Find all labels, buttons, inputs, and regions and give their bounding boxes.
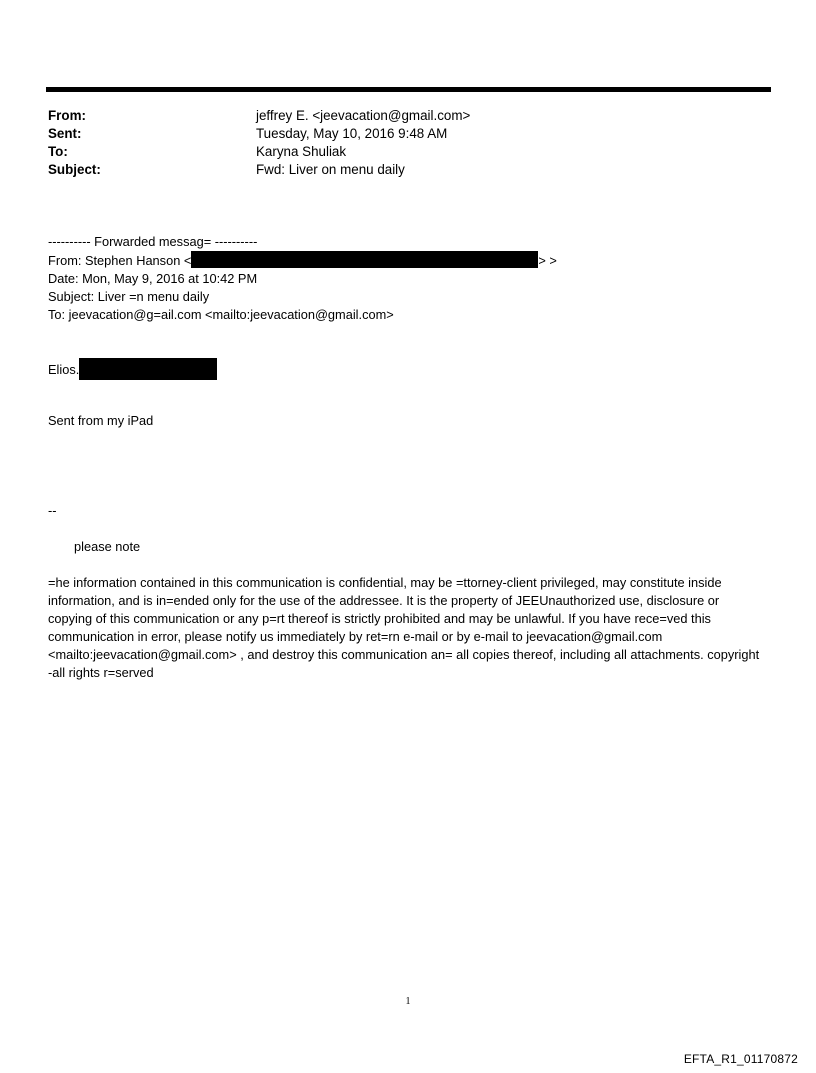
redaction-box-name bbox=[79, 358, 217, 380]
from-value: jeffrey E. <jeevacation@gmail.com> bbox=[256, 108, 471, 123]
to-row bbox=[48, 143, 748, 161]
sent-label: Sent: bbox=[48, 126, 82, 141]
forwarded-date: Date: Mon, May 9, 2016 at 10:42 PM bbox=[48, 271, 258, 286]
redaction-box-email bbox=[191, 251, 538, 268]
to-label: To: bbox=[48, 144, 68, 159]
greeting-text: Elios. bbox=[48, 362, 80, 377]
disclaimer-paragraph: =he information contained in this communication is confidential, may be =ttorney-client privileged, may constitute inside information, and is in=ended only for the use of the addressee. It is the property of JEEUnauthorized use, disclosure or copying of this communication or any p=rt thereof is strictly prohibited and may be unlawful. If you have rece=ved this communication in error, please notify us immediately by ret=rn e-mail or by e-mail to jeevacation@gmail.com <mailto:jeevacation@gmail.com> , and destroy this communication an= all copies thereof, including all attachments. copyright -all rights r=served bbox=[48, 575, 760, 680]
page-number: 1 bbox=[405, 996, 411, 1007]
subject-label: Subject: bbox=[48, 162, 101, 177]
signature-dashes: -- bbox=[48, 503, 57, 518]
email-header bbox=[48, 107, 748, 179]
sent-value: Tuesday, May 10, 2016 9:48 AM bbox=[256, 126, 448, 141]
bates-number: EFTA_R1_01170872 bbox=[683, 1052, 798, 1066]
sent-row bbox=[48, 125, 748, 143]
greeting-line bbox=[48, 358, 768, 380]
forwarded-from-line bbox=[48, 251, 768, 270]
subject-value: Fwd: Liver on menu daily bbox=[256, 162, 405, 177]
from-label: From: bbox=[48, 108, 86, 123]
forwarded-to: To: jeevacation@g=ail.com <mailto:jeevacation@gmail.com> bbox=[48, 307, 394, 322]
from-row bbox=[48, 107, 748, 125]
forwarded-block bbox=[48, 233, 768, 324]
to-value: Karyna Shuliak bbox=[256, 144, 347, 159]
forwarded-subject: Subject: Liver =n menu daily bbox=[48, 289, 210, 304]
forwarded-from-prefix: From: Stephen Hanson < bbox=[48, 253, 192, 268]
note-heading: please note bbox=[74, 539, 141, 554]
forwarded-separator: ---------- Forwarded messag= ---------- bbox=[48, 234, 258, 249]
signature-line: Sent from my iPad bbox=[48, 413, 154, 428]
subject-row bbox=[48, 161, 748, 179]
header-rule bbox=[46, 87, 771, 92]
forwarded-from-suffix: > > bbox=[538, 253, 557, 268]
